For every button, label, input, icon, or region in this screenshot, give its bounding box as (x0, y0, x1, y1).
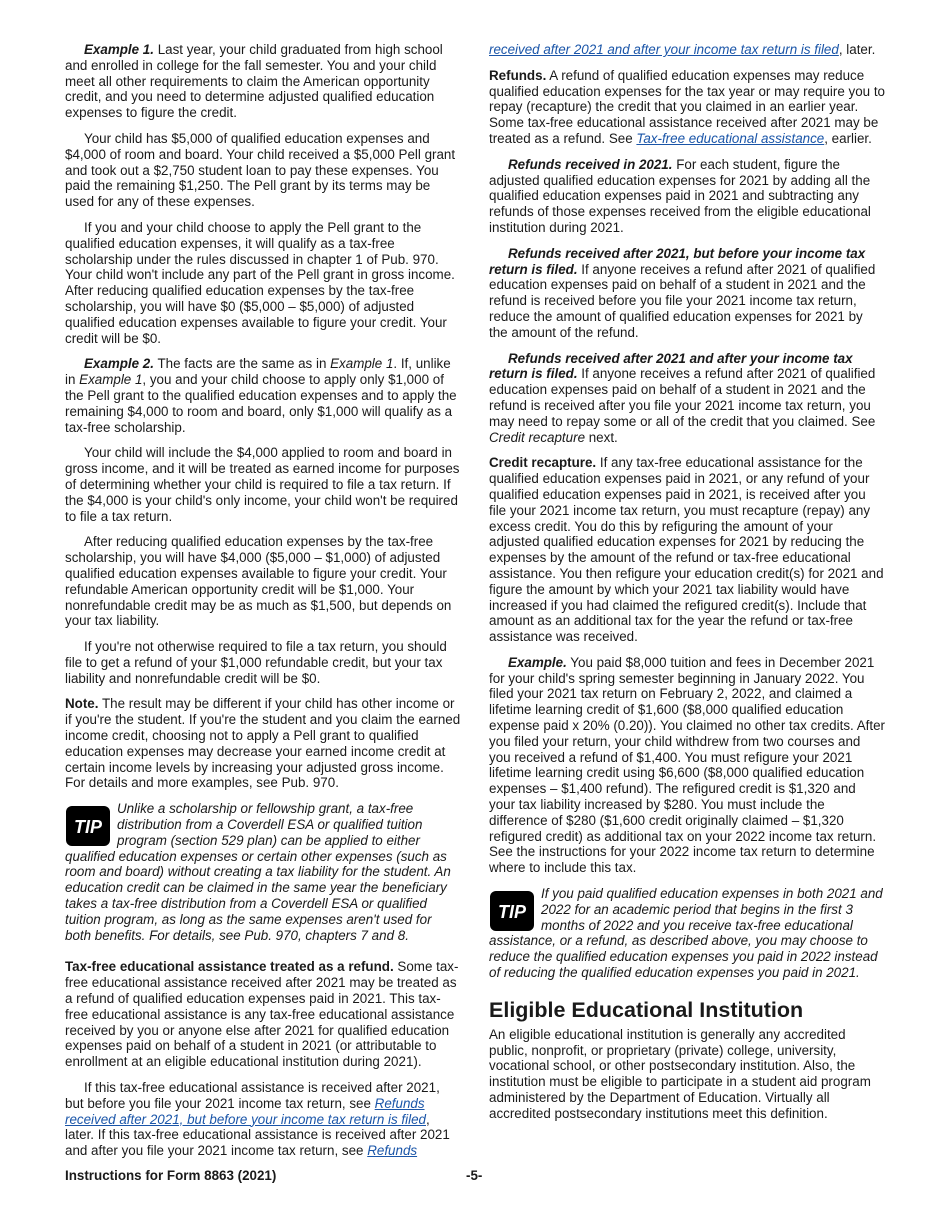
tip-icon (489, 890, 535, 932)
example-paragraph (489, 655, 885, 876)
credit-recapture-label: Credit recapture. (489, 455, 597, 471)
tax-free-assistance-link[interactable]: Tax-free educational assistance (636, 130, 825, 146)
credit-recapture-paragraph (489, 455, 885, 645)
paragraph-received-after (65, 1080, 461, 1159)
section-heading: Eligible Educational Institution (489, 997, 804, 1022)
refunds-2021-label: Refunds received in 2021. (508, 156, 673, 172)
received-after-text-b: , later. If this tax-free educational assistance is received after 2021 and after you file your 2021 income tax return, see (65, 1111, 450, 1159)
eligible-institution-paragraph: An eligible educational institution is generally any accredited public, nonprofit, or proprietary (private) college, university, vocational school, or other postsecondary institution. Also, the institution must be eligible to participate in a student aid program administered by the Department of Education. Virtually all accredited postsecondary institutions meet this definition. (489, 1026, 871, 1121)
note-text: The result may be different if your child has other income or if you're the student. If you're the student and you claim the earned income credit, choosing not to apply a Pell grant to qualified education expenses may decrease your earned income credit at certain income levels by increasing your adjusted gross income. For details and more examples, see Pub. 970. (65, 696, 461, 791)
example-2-ref-2: Example 1 (79, 372, 143, 388)
tax-free-refund-label: Tax-free educational assistance treated as a refund. (65, 959, 394, 975)
paragraph-adjusted-expenses: After reducing qualified education expenses by the tax-free scholarship, you will have $4,000 ($5,000 – $1,000) of adjusted qualified education expenses available to figure your credit. Your refundable American opportunity credit will be $1,000. Your nonrefundable credit may be as much as $1,500, but depends on your tax liability. (65, 534, 452, 629)
tip-box-right (489, 886, 885, 981)
tip-text-right: If you paid qualified education expenses in both 2021 and 2022 for an academic period that begins in the first 3 months of 2022 and you receive tax-free educational assistance, or a refund, as described above, you may choose to reduce the qualified education expenses you paid in 2022 instead of reducing the qualified education expenses you paid in 2021. (489, 886, 883, 981)
example-label: Example. (508, 654, 567, 670)
refunds-after-paragraph (489, 351, 885, 446)
example-2-ref-1: Example 1 (330, 356, 394, 372)
tip-box-left (65, 801, 461, 943)
refunds-before-text: If anyone receives a refund after 2021 of qualified education expenses paid on behalf of a student in 2021 and the refund is received before you file your 2021 income tax return, reduce the amount of qualified education expenses for 2021 by the amount of the refund. (489, 261, 876, 340)
right-column (489, 42, 885, 1132)
tax-free-refund-paragraph (65, 959, 461, 1070)
credit-recapture-text: If any tax-free educational assistance for the qualified education expenses paid in 2021, or any refund of your qualified education expenses paid in 2021, is received after you file your 2021 income tax return, you must recapture (repay) any excess credit. You do this by refiguring the amount of your adjusted qualified education expenses for 2021 by reducing the expenses by the amount of the refund or tax-free educational assistance. You then refigure your education credit(s) for 2021 and figure the amount by which your 2021 tax liability would have increased if you had claimed the refigured credit(s). Include that amount as an additional tax for the year the refund or tax-free assistance was received. (489, 455, 884, 645)
refunds-before-return-link[interactable]: Refunds received after 2021, but before your income tax return is filed (65, 1095, 426, 1127)
paragraph-pell-grant: If you and your child choose to apply the Pell grant to the qualified education expenses, it will qualify as a tax-free scholarship under the rules discussed in chapter 1 of Pub. 970. Your child won't include any part of the Pell grant in gross income. After reducing qualified education expenses by the tax-free scholarship, you will have $0 ($5,000 – $5,000) of adjusted qualified education expenses available to figure your credit. Your credit will be $0. (65, 219, 455, 346)
continued-text: , later. (838, 42, 876, 57)
refunds-after-label: Refunds received after 2021 and after your income tax return is filed. (489, 350, 853, 382)
refunds-after-return-link-part2[interactable]: received after 2021 and after your income tax return is filed (489, 42, 839, 57)
paragraph-expenses: Your child has $5,000 of qualified education expenses and $4,000 of room and board. Your child received a $5,000 Pell grant and took out a $2,750 student loan to pay these expenses. You paid the remaining $1,250. The Pell grant by its terms may be used for any of these expenses. (65, 130, 456, 210)
refunds-before-paragraph (489, 246, 885, 341)
credit-recapture-ref: Credit recapture (489, 429, 586, 445)
footer-form-title: Instructions for Form 8863 (2021) (65, 1168, 277, 1183)
example-1-paragraph (65, 42, 461, 121)
paragraph-file-refund: If you're not otherwise required to file a tax return, you should file to get a refund of your $1,000 refundable credit, but your tax liability and nonrefundable credit will be $0. (65, 639, 447, 686)
refunds-paragraph (489, 68, 885, 147)
refunds-text-a: A refund of qualified education expenses may reduce qualified education expenses for the tax year or may require you to repay (recapture) the credit that you claimed in an earlier year. Some tax-free educational assistance received after 2021 may be treated as a refund. See (489, 67, 885, 146)
example-2-label: Example 2. (84, 356, 154, 372)
refunds-text-b: , earlier. (824, 130, 872, 146)
footer-page-number: -5- (466, 1168, 483, 1183)
example-text: You paid $8,000 tuition and fees in December 2021 for your child's spring semester beginning in January 2022. You filed your 2021 tax return on February 2, 2022, and claimed a lifetime learning credit of $1,600 ($8,000 qualified education expense paid x 20% (0.20)). You claimed no other tax credits. After you filed your return, your child withdrew from two courses and you received a refund of $1,400. You must refigure your 2021 lifetime learning credit using $6,600 ($8,000 qualified education expenses – $1,400 refund). The refigured credit is $1,320 and your tax liability increased by $280. You must include the difference of $280 ($1,600 credit originally claimed – $1,320 refigured credit) as additional tax on your 2022 income tax return. See the instructions for your 2022 income tax return to determine where to include this tax. (489, 654, 885, 876)
tip-icon-label: TIP (497, 902, 527, 923)
refunds-after-text-a: If anyone receives a refund after 2021 of qualified education expenses paid on behalf of a student in 2021 and the refund is received after you file your 2021 income tax return, you may need to repay some or all of the credit that you claimed. See (489, 366, 876, 429)
example-2-paragraph (65, 356, 461, 435)
received-after-text-a: If this tax-free educational assistance is received after 2021, but before you file your 2021 income tax return, see (65, 1080, 440, 1111)
example-2-text-b: . If, unlike in (65, 356, 451, 388)
refunds-label: Refunds. (489, 67, 547, 83)
example-2-text-c: , you and your child choose to apply only $1,000 of the Pell grant to the qualified education expenses and to apply the remaining $4,000 to room and board, only $1,000 will qualify as a tax-free scholarship. (65, 372, 457, 435)
tip-icon (65, 805, 111, 847)
paragraph-room-board: Your child will include the $4,000 applied to room and board in gross income, and it will be treated as earned income for purposes of determining whether your child is required to file a tax return. If the $4,000 is your child's only income, your child won't be required to file a tax return. (65, 445, 460, 524)
left-column (65, 42, 461, 1169)
refunds-2021-paragraph (489, 157, 885, 236)
tax-free-refund-text: Some tax-free educational assistance received after 2021 may be treated as a refund of qualified education expenses paid in 2021. This tax-free educational assistance is any tax-free educational assistance received by you or anyone else after 2021 for qualified education expenses paid on behalf of a student in 2021 (or attributable to enrollment at an eligible educational institution during 2021). (65, 959, 459, 1070)
note-label: Note. (65, 696, 99, 712)
tip-text-left: Unlike a scholarship or fellowship grant, a tax-free distribution from a Coverdell ESA or qualified tuition program (section 529 plan) can be applied to either qualified education expenses or certain other expenses (such as room and board) without creating a tax liability for the student. An education credit can be claimed in the same year the beneficiary takes a tax-free distribution from a Coverdell ESA or qualified tuition program, as long as the same expenses aren't used for both benefits. For details, see Pub. 970, chapters 7 and 8. (65, 801, 451, 943)
continued-paragraph (489, 42, 885, 58)
refunds-2021-text: For each student, figure the adjusted qualified education expenses for 2021 by adding all the qualified education expenses paid in 2021 and subtracting any refunds of those expenses received from the eligible educational institution during 2021. (489, 156, 871, 235)
example-2-text-a: The facts are the same as in (153, 356, 331, 372)
example-1-label: Example 1. (84, 42, 154, 57)
refunds-after-return-link-part1[interactable]: Refunds (367, 1143, 418, 1159)
refunds-before-label: Refunds received after 2021, but before your income tax return is filed. (489, 245, 866, 277)
note-paragraph (65, 696, 461, 791)
tip-icon-label: TIP (73, 817, 103, 838)
refunds-after-text-b: next. (585, 429, 618, 445)
example-1-text: Last year, your child graduated from high school and enrolled in college for the fall semester. You and your child meet all other requirements to claim the American opportunity credit, and you need to determine adjusted qualified education expenses to figure the credit. (65, 42, 443, 121)
